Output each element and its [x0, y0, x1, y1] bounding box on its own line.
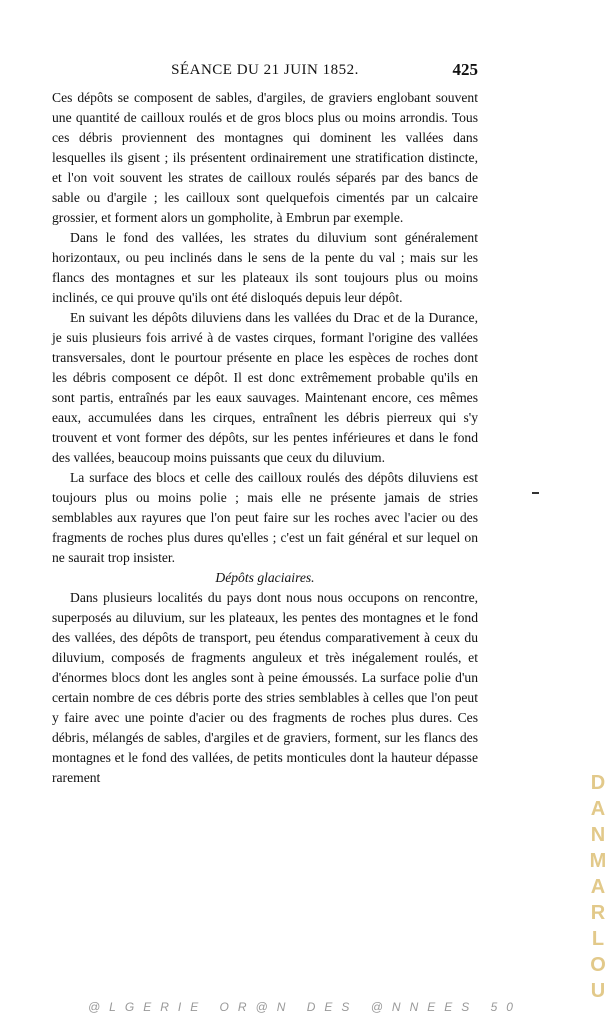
watermark-letter: L: [591, 928, 605, 950]
paragraph-1: Ces dépôts se composent de sables, d'argiles, de graviers englobant souvent une quantité de cailloux roulés et de gros blocs plus ou moins arrondis. Tous ces débris proviennent des montagnes qui dominent les vallées dans lesquelles ils gisent ; ils présentent ordinairement une stratification distincte, et l'on voit souvent les strates de cailloux roulés séparés par des bancs de sable ou d'argile ; les cailloux sont quelquefois cimentés par un calcaire grossier, et forment alors un gompholite, à Embrun par exemple.: [52, 90, 478, 225]
margin-mark: [532, 492, 539, 494]
watermark-letter: R: [590, 902, 606, 924]
section-title: Dépôts glaciaires.: [215, 570, 315, 585]
watermark-letter: A: [590, 876, 606, 898]
header-title: SÉANCE DU 21 JUIN 1852.: [171, 62, 359, 78]
section-paragraph: Dans plusieurs localités du pays dont nous nous occupons on rencontre, superposés au diluvium, sur les plateaux, les pentes des montagnes et le fond des vallées, des dépôts de transport, peu étendus comparativement à ceux du diluvium, composés de fragments anguleux et très inégalement roulés, et d'énormes blocs dont les angles sont à peine émoussés. La surface polie d'un certain nombre de ces débris porte des stries semblables à celles que l'on peut y faire avec une pointe d'acier ou des fragments de roches plus dures. Ces débris, mélangés de sables, d'argiles et de graviers, forment, sur les flancs des montagnes et le fond des vallées, de petits monticules dont la hauteur dépasse rarement: [52, 590, 478, 785]
paragraph-4: La surface des blocs et celle des cailloux roulés des dépôts diluviens est toujours plus ou moins polie ; mais elle ne présente jamais de stries semblables aux rayures que l'on peut faire sur les roches avec l'acier ou des fragments de roches plus dures qu'elles ; c'est un fait général et sur lequel on ne saurait trop insister.: [52, 470, 478, 565]
body-text: [52, 88, 478, 788]
watermark-letter: O: [590, 954, 606, 976]
watermark-letter: U: [590, 980, 606, 1002]
footer-watermark: @LGERIE OR@N DES @NNEES 50: [88, 1000, 522, 1014]
watermark-letter: M: [589, 850, 607, 872]
paragraph-3: En suivant les dépôts diluviens dans les vallées du Drac et de la Durance, je suis plusieurs fois arrivé à de vastes cirques, formant l'origine des vallées transversales, dont le pourtour présente en place les espèces de roches dont les débris composent ce dépôt. Il est donc extrêmement probable qu'ils en sont partis, entraînés par les eaux sauvages. Maintenant encore, ces mêmes eaux, accumulées dans les cirques, entraînent les débris pierreux qui s'y trouvent et vont former des dépôts, sur les pentes inférieures et dans le fond des vallées, beaucoup moins puissants que ceux du diluvium.: [52, 310, 478, 465]
running-header: [52, 62, 478, 82]
page-number: 425: [452, 60, 478, 79]
watermark-letter: N: [590, 824, 606, 846]
vertical-watermark: [586, 770, 610, 1004]
watermark-letter: A: [590, 798, 606, 820]
watermark-letter: D: [590, 772, 606, 794]
paragraph-2: Dans le fond des vallées, les strates du diluvium sont généralement horizontaux, ou peu inclinés dans le sens de la pente du val ; mais sur les flancs des montagnes et sur les plateaux ils sont toujours plus ou moins inclinés, ce qui prouve qu'ils ont été disloqués depuis leur dépôt.: [52, 230, 478, 305]
